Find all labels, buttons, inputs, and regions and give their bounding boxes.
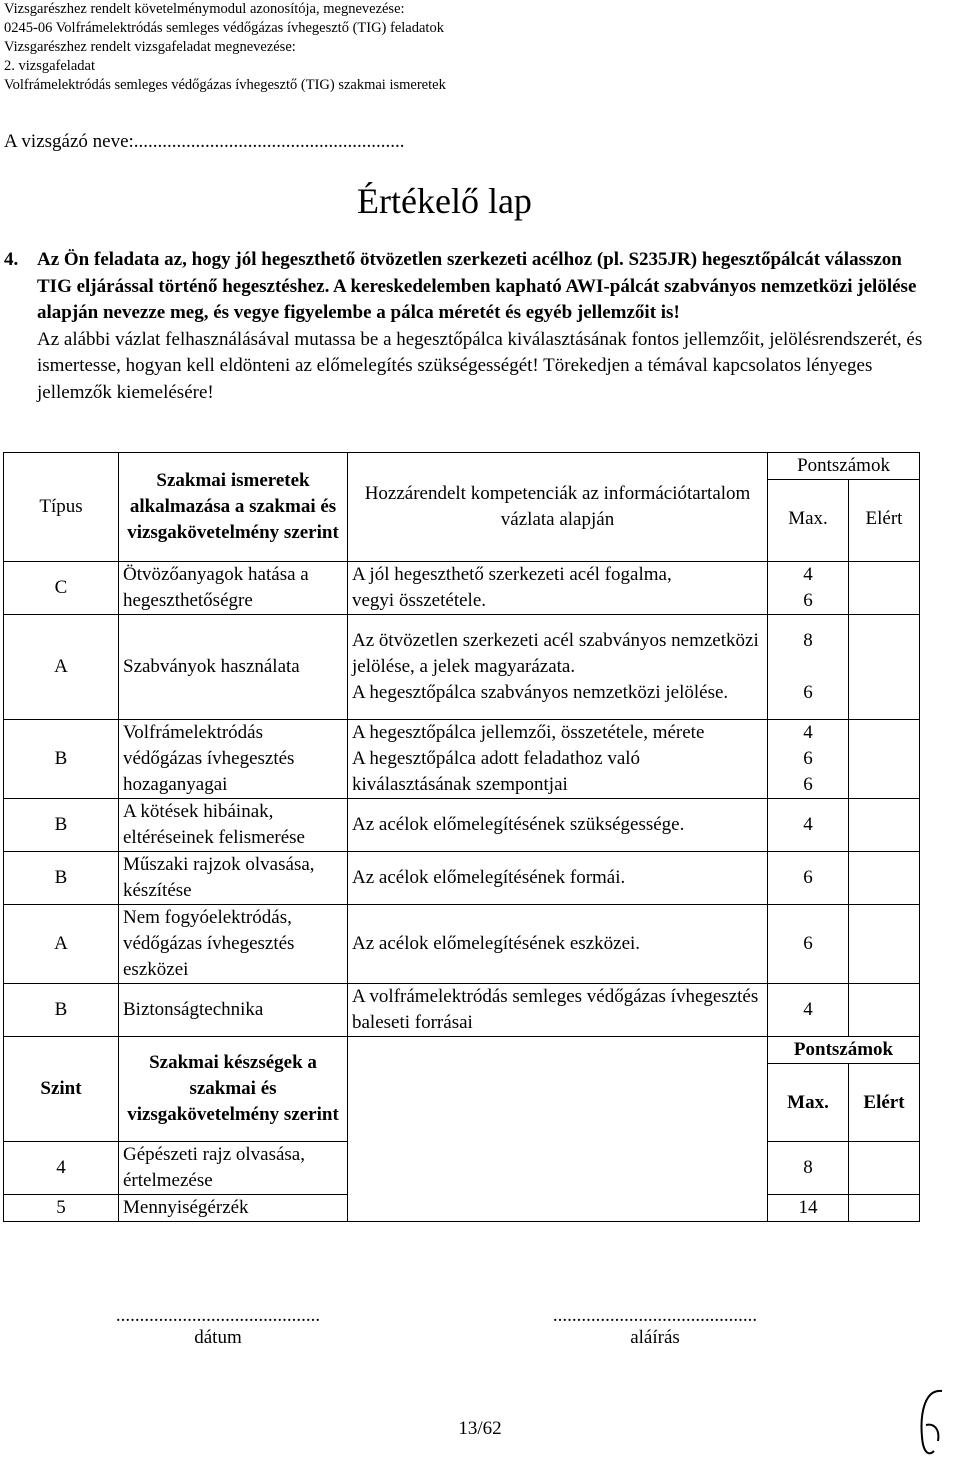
header-competence: Hozzárendelt kompetenciák az információtartalom vázlata alapján (348, 453, 768, 562)
row-knowledge: A kötések hibáinak, eltéréseinek felismerése (119, 799, 348, 852)
date-dots: ........................................... (115, 1305, 321, 1326)
row-got (849, 852, 920, 905)
row-knowledge: Biztonságtechnika (119, 984, 348, 1037)
signature-label: aláírás (630, 1327, 680, 1348)
header-line: 2. vizsgafeladat (4, 58, 95, 74)
row-type: B (4, 984, 119, 1037)
header-skills: Szakmai készségek a szakmai és vizsgakövetelmény szerint (119, 1037, 348, 1142)
date-field (88, 1305, 348, 1349)
row-max: 4 (768, 799, 849, 852)
evaluation-table (3, 452, 920, 1222)
header-got: Elért (849, 506, 920, 532)
row-got (849, 799, 920, 852)
row-knowledge: Nem fogyóelektródás, védőgázas ívhegesztés eszközei (119, 905, 348, 984)
table-row (4, 905, 920, 984)
row-type: B (4, 720, 119, 799)
row-knowledge: Műszaki rajzok olvasása, készítése (119, 852, 348, 905)
skill-row (4, 1142, 920, 1195)
skill-level: 5 (4, 1195, 119, 1222)
row-competence (348, 562, 768, 615)
row-type: B (4, 852, 119, 905)
skill-level: 4 (4, 1142, 119, 1195)
row-competence (348, 615, 768, 720)
header-points-2: Pontszámok (768, 1037, 920, 1064)
row-type: C (4, 562, 119, 615)
signature-field (525, 1305, 785, 1349)
header-points: Pontszámok (768, 453, 920, 480)
row-got (849, 615, 920, 720)
row-got (849, 720, 920, 799)
task-bold-text: Az Ön feladata az, hogy jól hegeszthető ötvözetlen szerkezeti acélhoz (pl. S235JR) hegesztőpálcát válasszon TIG eljárással történő hegesztéshez. A kereskedelemben kapható AWI-pálcát szabványos nemzetközi jelölése alapján nevezze meg, és vegye figyelembe a pálca méretét és egyéb jellemzőit is! (37, 249, 917, 323)
competence-line: A hegesztőpálca adott feladathoz való kiválasztásának szempontjai (352, 748, 641, 795)
header-line: Vizsgarészhez rendelt vizsgafeladat megnevezése: (4, 39, 296, 55)
skill-max: 8 (768, 1142, 849, 1195)
header-type (4, 453, 119, 562)
row-competence (348, 720, 768, 799)
task-description (4, 247, 937, 406)
max-value: 6 (803, 590, 813, 611)
header-level: Szint (4, 1037, 119, 1142)
row-max: 6 (768, 905, 849, 984)
max-value: 4 (803, 564, 813, 585)
date-label: dátum (194, 1327, 242, 1348)
skill-max: 14 (768, 1195, 849, 1222)
document-header (4, 0, 446, 95)
competence-line: vegyi összetétele. (352, 590, 487, 611)
table-row (4, 984, 920, 1037)
skill-name: Mennyiségérzék (119, 1195, 348, 1222)
header-max: Max. (768, 506, 849, 532)
competence-line: A hegesztőpálca jellemzői, összetétele, mérete (352, 722, 705, 743)
row-competence: Az acélok előmelegítésének formái. (348, 852, 768, 905)
row-competence: A volfrámelektródás semleges védőgázas ívhegesztés baleseti forrásai (348, 984, 768, 1037)
row-got (849, 984, 920, 1037)
skill-got (849, 1142, 920, 1195)
row-competence: Az acélok előmelegítésének eszközei. (348, 905, 768, 984)
max-value: 6 (803, 682, 813, 703)
table-row (4, 615, 920, 720)
header-line: Volfrámelektródás semleges védőgázas ívhegesztő (TIG) szakmai ismeretek (4, 77, 446, 93)
row-type: A (4, 615, 119, 720)
skill-row (4, 1195, 920, 1222)
row-knowledge: Volfrámelektródás védőgázas ívhegesztés hozaganyagai (119, 720, 348, 799)
header-got-2: Elért (849, 1090, 920, 1116)
page-title: Értékelő lap (357, 181, 532, 221)
row-max (768, 615, 849, 720)
competence-line: A hegesztőpálca szabványos nemzetközi jelölése. (352, 682, 729, 703)
row-competence: Az acélok előmelegítésének szükségessége. (348, 799, 768, 852)
row-max (768, 562, 849, 615)
table-row (4, 720, 920, 799)
row-got (849, 562, 920, 615)
handwritten-mark (914, 1385, 948, 1459)
row-max: 6 (768, 852, 849, 905)
table-row (4, 852, 920, 905)
skill-blank (348, 1142, 768, 1195)
row-max (768, 720, 849, 799)
row-got (849, 905, 920, 984)
row-type: A (4, 905, 119, 984)
task-number: 4. (4, 249, 19, 270)
max-value: 4 (803, 722, 813, 743)
header-max-2: Max. (768, 1090, 849, 1116)
page-number: 13/62 (458, 1418, 502, 1439)
table-row (4, 562, 920, 615)
row-knowledge: Szabványok használata (119, 615, 348, 720)
row-knowledge: Ötvözőanyagok hatása a hegeszthetőségre (119, 562, 348, 615)
candidate-name-field: A vizsgázó neve:......................................................... (4, 131, 405, 152)
skill-blank (348, 1195, 768, 1222)
header-type-label: Típus (39, 496, 83, 517)
signature-dots: ........................................... (552, 1305, 758, 1326)
max-value: 8 (803, 630, 813, 651)
header-line: 0245-06 Volfrámelektródás semleges védőgázas ívhegesztő (TIG) feladatok (4, 20, 444, 36)
skill-got (849, 1195, 920, 1222)
header-knowledge: Szakmai ismeretek alkalmazása a szakmai és vizsgakövetelmény szerint (119, 453, 348, 562)
max-value: 6 (803, 774, 813, 795)
competence-line: A jól hegeszthető szerkezeti acél fogalma, (352, 564, 672, 585)
skills-blank (348, 1037, 768, 1142)
row-max: 4 (768, 984, 849, 1037)
skill-name: Gépészeti rajz olvasása, értelmezése (119, 1142, 348, 1195)
header-line: Vizsgarészhez rendelt követelménymodul azonosítója, megnevezése: (4, 1, 405, 17)
row-type: B (4, 799, 119, 852)
competence-line: Az ötvözetlen szerkezeti acél szabványos nemzetközi jelölése, a jelek magyarázata. (352, 630, 759, 677)
table-row (4, 799, 920, 852)
max-value: 6 (803, 748, 813, 769)
task-instructions: Az alábbi vázlat felhasználásával mutassa be a hegesztőpálca kiválasztásának fontos jellemzőit, jelölésrendszerét, és ismertesse, hogyan kell eldönteni az előmelegítés szükségességét! Törekedjen a témával kapcsolatos lényeges jellemzők kiemelésére! (37, 328, 923, 403)
